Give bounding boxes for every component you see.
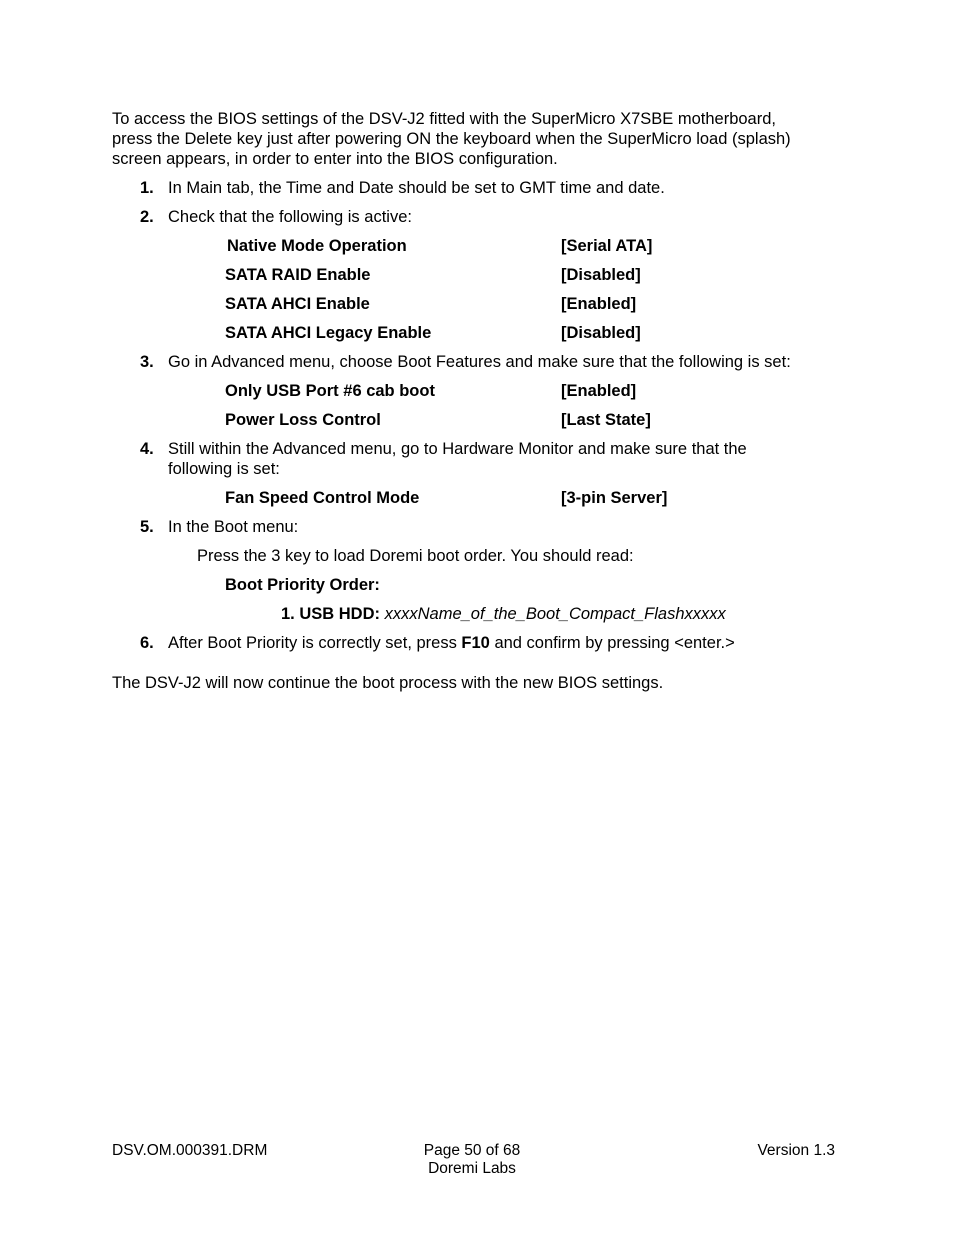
- intro-line: screen appears, in order to enter into the BIOS configuration.: [112, 150, 558, 168]
- step-text: In the Boot menu:: [168, 518, 299, 536]
- boot-item-value: xxxxName_of_the_Boot_Compact_Flashxxxxx: [384, 605, 726, 623]
- setting-name: Fan Speed Control Mode: [225, 489, 420, 507]
- step-number: 2.: [140, 208, 154, 226]
- step-text: Still within the Advanced menu, go to Hardware Monitor and make sure that the: [168, 440, 747, 458]
- setting-name: SATA RAID Enable: [225, 266, 371, 284]
- setting-name: SATA AHCI Enable: [225, 295, 370, 313]
- intro-line: press the Delete key just after powering ON the keyboard when the SuperMicro load (splash): [112, 130, 791, 148]
- step-text-post: and confirm by pressing <enter.>: [489, 634, 735, 652]
- footer-center: [372, 1142, 572, 1178]
- step-number: 5.: [140, 518, 154, 536]
- boot-priority-item: [281, 605, 726, 624]
- footer-doc-id: DSV.OM.000391.DRM: [112, 1142, 268, 1159]
- step-number: 6.: [140, 634, 154, 652]
- closing-paragraph: The DSV-J2 will now continue the boot process with the new BIOS settings.: [112, 674, 664, 692]
- intro-paragraph: [112, 109, 852, 169]
- step-number: 4.: [140, 440, 154, 458]
- step-number: 1.: [140, 179, 154, 197]
- setting-value: [Disabled]: [561, 324, 641, 342]
- step-text: Check that the following is active:: [168, 208, 412, 226]
- setting-name: Power Loss Control: [225, 411, 381, 429]
- setting-name: Only USB Port #6 cab boot: [225, 382, 435, 400]
- setting-name: SATA AHCI Legacy Enable: [225, 324, 432, 342]
- footer-version: Version 1.3: [757, 1142, 835, 1159]
- step-number: 3.: [140, 353, 154, 371]
- setting-value: [Enabled]: [561, 382, 637, 400]
- setting-name: Native Mode Operation: [227, 237, 407, 255]
- boot-item-label: 1. USB HDD:: [281, 605, 381, 623]
- boot-priority-heading: Boot Priority Order:: [225, 576, 380, 594]
- step-text: [168, 634, 735, 653]
- setting-value: [Enabled]: [561, 295, 637, 313]
- step-text-pre: After Boot Priority is correctly set, press: [168, 634, 462, 652]
- step-subtext: Press the 3 key to load Doremi boot order. You should read:: [197, 547, 634, 565]
- setting-value: [3-pin Server]: [561, 489, 668, 507]
- setting-value: [Disabled]: [561, 266, 641, 284]
- step-text: Go in Advanced menu, choose Boot Features and make sure that the following is set:: [168, 353, 791, 371]
- setting-value: [Serial ATA]: [561, 237, 653, 255]
- footer-company: Doremi Labs: [428, 1160, 516, 1177]
- step-text: In Main tab, the Time and Date should be set to GMT time and date.: [168, 179, 665, 197]
- footer-page: Page 50 of 68: [423, 1142, 521, 1159]
- step-text: following is set:: [168, 460, 280, 478]
- intro-line: To access the BIOS settings of the DSV-J2 fitted with the SuperMicro X7SBE motherboard,: [112, 110, 776, 128]
- setting-value: [Last State]: [561, 411, 651, 429]
- f10-key: F10: [461, 634, 490, 652]
